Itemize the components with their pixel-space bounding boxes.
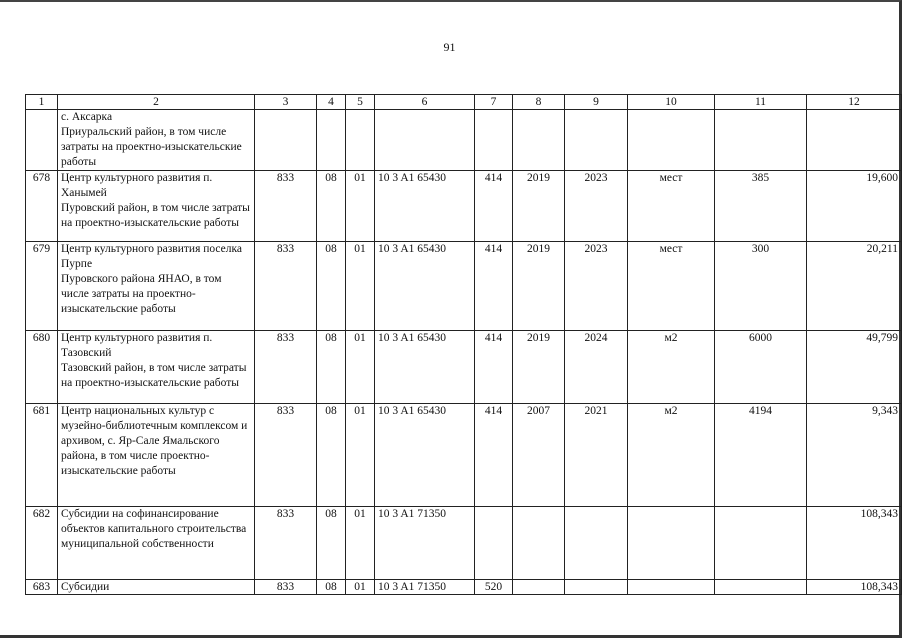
cell-col12: 108,343 <box>807 580 902 595</box>
cell-col8 <box>513 580 565 595</box>
cell-col10: м2 <box>628 404 715 507</box>
cell-col10 <box>628 580 715 595</box>
row-number: 683 <box>26 580 58 595</box>
object-name: Центр культурного развития п. Тазовский Тазовский район, в том числе затраты на проектно-изыскательские работы <box>58 331 255 404</box>
cell-col7: 414 <box>475 242 513 331</box>
object-name: Субсидии на софинансирование объектов капитального строительства муниципальной собственности <box>58 507 255 580</box>
cell-col8: 2007 <box>513 404 565 507</box>
row-number <box>26 110 58 171</box>
col-header: 3 <box>255 95 317 110</box>
cell-col3: 833 <box>255 242 317 331</box>
cell-col11 <box>715 110 807 171</box>
page-number: 91 <box>443 40 456 54</box>
cell-col11: 4194 <box>715 404 807 507</box>
header-row <box>26 95 902 110</box>
cell-col12 <box>807 110 902 171</box>
col-header: 12 <box>807 95 902 110</box>
col-header: 9 <box>565 95 628 110</box>
col-header: 11 <box>715 95 807 110</box>
cell-col6 <box>375 110 475 171</box>
cell-col3 <box>255 110 317 171</box>
cell-col4 <box>317 110 346 171</box>
cell-col12: 9,343 <box>807 404 902 507</box>
cell-col7: 414 <box>475 404 513 507</box>
cell-col12: 49,799 <box>807 331 902 404</box>
cell-col10: м2 <box>628 331 715 404</box>
table-row <box>26 171 902 242</box>
cell-col10: мест <box>628 171 715 242</box>
cell-col3: 833 <box>255 507 317 580</box>
cell-col11: 300 <box>715 242 807 331</box>
col-header: 7 <box>475 95 513 110</box>
cell-col6: 10 3 A1 71350 <box>375 580 475 595</box>
table-row <box>26 331 902 404</box>
cell-col6: 10 3 A1 65430 <box>375 404 475 507</box>
cell-col3: 833 <box>255 404 317 507</box>
col-header: 8 <box>513 95 565 110</box>
cell-col5: 01 <box>346 507 375 580</box>
cell-col4: 08 <box>317 242 346 331</box>
table-row <box>26 580 902 595</box>
cell-col8: 2019 <box>513 171 565 242</box>
cell-col8: 2019 <box>513 242 565 331</box>
row-number: 678 <box>26 171 58 242</box>
cell-col9: 2023 <box>565 171 628 242</box>
col-header: 1 <box>26 95 58 110</box>
cell-col4: 08 <box>317 507 346 580</box>
cell-col5: 01 <box>346 404 375 507</box>
cell-col7: 414 <box>475 331 513 404</box>
cell-col6: 10 3 A1 65430 <box>375 242 475 331</box>
cell-col10: мест <box>628 242 715 331</box>
cell-col5: 01 <box>346 580 375 595</box>
cell-col10 <box>628 507 715 580</box>
cell-col12: 19,600 <box>807 171 902 242</box>
cell-col9 <box>565 580 628 595</box>
cell-col9: 2021 <box>565 404 628 507</box>
cell-col4: 08 <box>317 171 346 242</box>
col-header: 10 <box>628 95 715 110</box>
object-name: Центр культурного развития поселка Пурпе Пуровского района ЯНАО, в том числе затраты на проектно-изыскательские работы <box>58 242 255 331</box>
col-header: 2 <box>58 95 255 110</box>
cell-col5: 01 <box>346 171 375 242</box>
row-number: 680 <box>26 331 58 404</box>
row-number: 679 <box>26 242 58 331</box>
cell-col11 <box>715 580 807 595</box>
cell-col5: 01 <box>346 242 375 331</box>
cell-col7 <box>475 110 513 171</box>
cell-col9: 2024 <box>565 331 628 404</box>
cell-col8 <box>513 110 565 171</box>
cell-col11 <box>715 507 807 580</box>
cell-col4: 08 <box>317 580 346 595</box>
object-name: Центр культурного развития п. Ханымей Пуровский район, в том числе затраты на проектно-изыскательские работы <box>58 171 255 242</box>
cell-col3: 833 <box>255 331 317 404</box>
cell-col9 <box>565 110 628 171</box>
capital-construction-table <box>25 94 902 595</box>
cell-col4: 08 <box>317 331 346 404</box>
table-row <box>26 404 902 507</box>
object-name: Субсидии <box>58 580 255 595</box>
table-row <box>26 507 902 580</box>
col-header: 5 <box>346 95 375 110</box>
cell-col6: 10 3 A1 65430 <box>375 331 475 404</box>
object-name: Центр национальных культур с музейно-библиотечным комплексом и архивом, с. Яр-Сале Ямальского района, в том числе проектно-изыскательские работы <box>58 404 255 507</box>
cell-col6: 10 3 A1 71350 <box>375 507 475 580</box>
cell-col8: 2019 <box>513 331 565 404</box>
object-name: с. Аксарка Приуральский район, в том числе затраты на проектно-изыскательские работы <box>58 110 255 171</box>
cell-col7: 520 <box>475 580 513 595</box>
cell-col8 <box>513 507 565 580</box>
cell-col9: 2023 <box>565 242 628 331</box>
cell-col10 <box>628 110 715 171</box>
cell-col4: 08 <box>317 404 346 507</box>
cell-col5: 01 <box>346 331 375 404</box>
cell-col12: 108,343 <box>807 507 902 580</box>
cell-col7 <box>475 507 513 580</box>
table-row <box>26 110 902 171</box>
cell-col5 <box>346 110 375 171</box>
cell-col7: 414 <box>475 171 513 242</box>
cell-col9 <box>565 507 628 580</box>
row-number: 681 <box>26 404 58 507</box>
cell-col11: 385 <box>715 171 807 242</box>
col-header: 6 <box>375 95 475 110</box>
cell-col12: 20,211 <box>807 242 902 331</box>
col-header: 4 <box>317 95 346 110</box>
cell-col3: 833 <box>255 580 317 595</box>
row-number: 682 <box>26 507 58 580</box>
cell-col3: 833 <box>255 171 317 242</box>
cell-col6: 10 3 A1 65430 <box>375 171 475 242</box>
cell-col11: 6000 <box>715 331 807 404</box>
table-row <box>26 242 902 331</box>
